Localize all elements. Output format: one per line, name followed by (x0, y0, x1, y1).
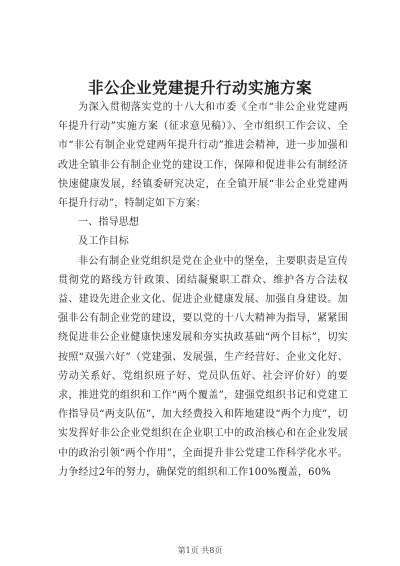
intro-paragraph: 为深入贯彻落实党的十八大和市委《全市“非公企业党建两年提升行动”实施方案（征求意见稿）》、全市组织工作会议、全市“非公有制企业党建两年提升行动”推进会精神，进一步加强和改进全镇非公有制企业党的建设工作，保障和促进非公有制经济快速健康发展，经镇委研究决定，在全镇开展“非公企业党建两年提升行动”，特制定如下方案： (58, 102, 348, 210)
document-title: 非公企业党建提升行动实施方案 (87, 78, 312, 97)
body-paragraph: 非公有制企业党组织是党在企业中的堡垒，主要职责是宣传贯彻党的路线方针政策、团结凝聚职工群众、维护各方合法权益、建设先进企业文化、促进企业健康发展、加强自身建设。加强非公有制企业党的建设，要以党的十八大精神为指导，紧紧围绕促进非公企业健康快速发展和夯实执政基础“两个目标”，切实按照“双强六好”（党建强、发展强，生产经营好、企业文化好、劳动关系好、党组织班子好、党员队伍好、社会评价好）的要求，推进党的组织和工作“两个覆盖”，建强党组织书记和党建工作指导员“两支队伍”，加大经费投入和阵地建设“两个力度”，切实发挥好非公企业党组织在企业职工中的政治核心和在企业发展中的政治引领“两个作用”，全面提升非公党建工作科学化水平。力争经过2年的努力，确保党的组织和工作100%覆盖，60% (58, 255, 348, 478)
page-number: 第1页 共8页 (177, 546, 223, 555)
section-subheading: 及工作目标 (78, 236, 129, 248)
document-body (58, 98, 348, 482)
section-heading: 一、指导思想 (78, 217, 140, 229)
